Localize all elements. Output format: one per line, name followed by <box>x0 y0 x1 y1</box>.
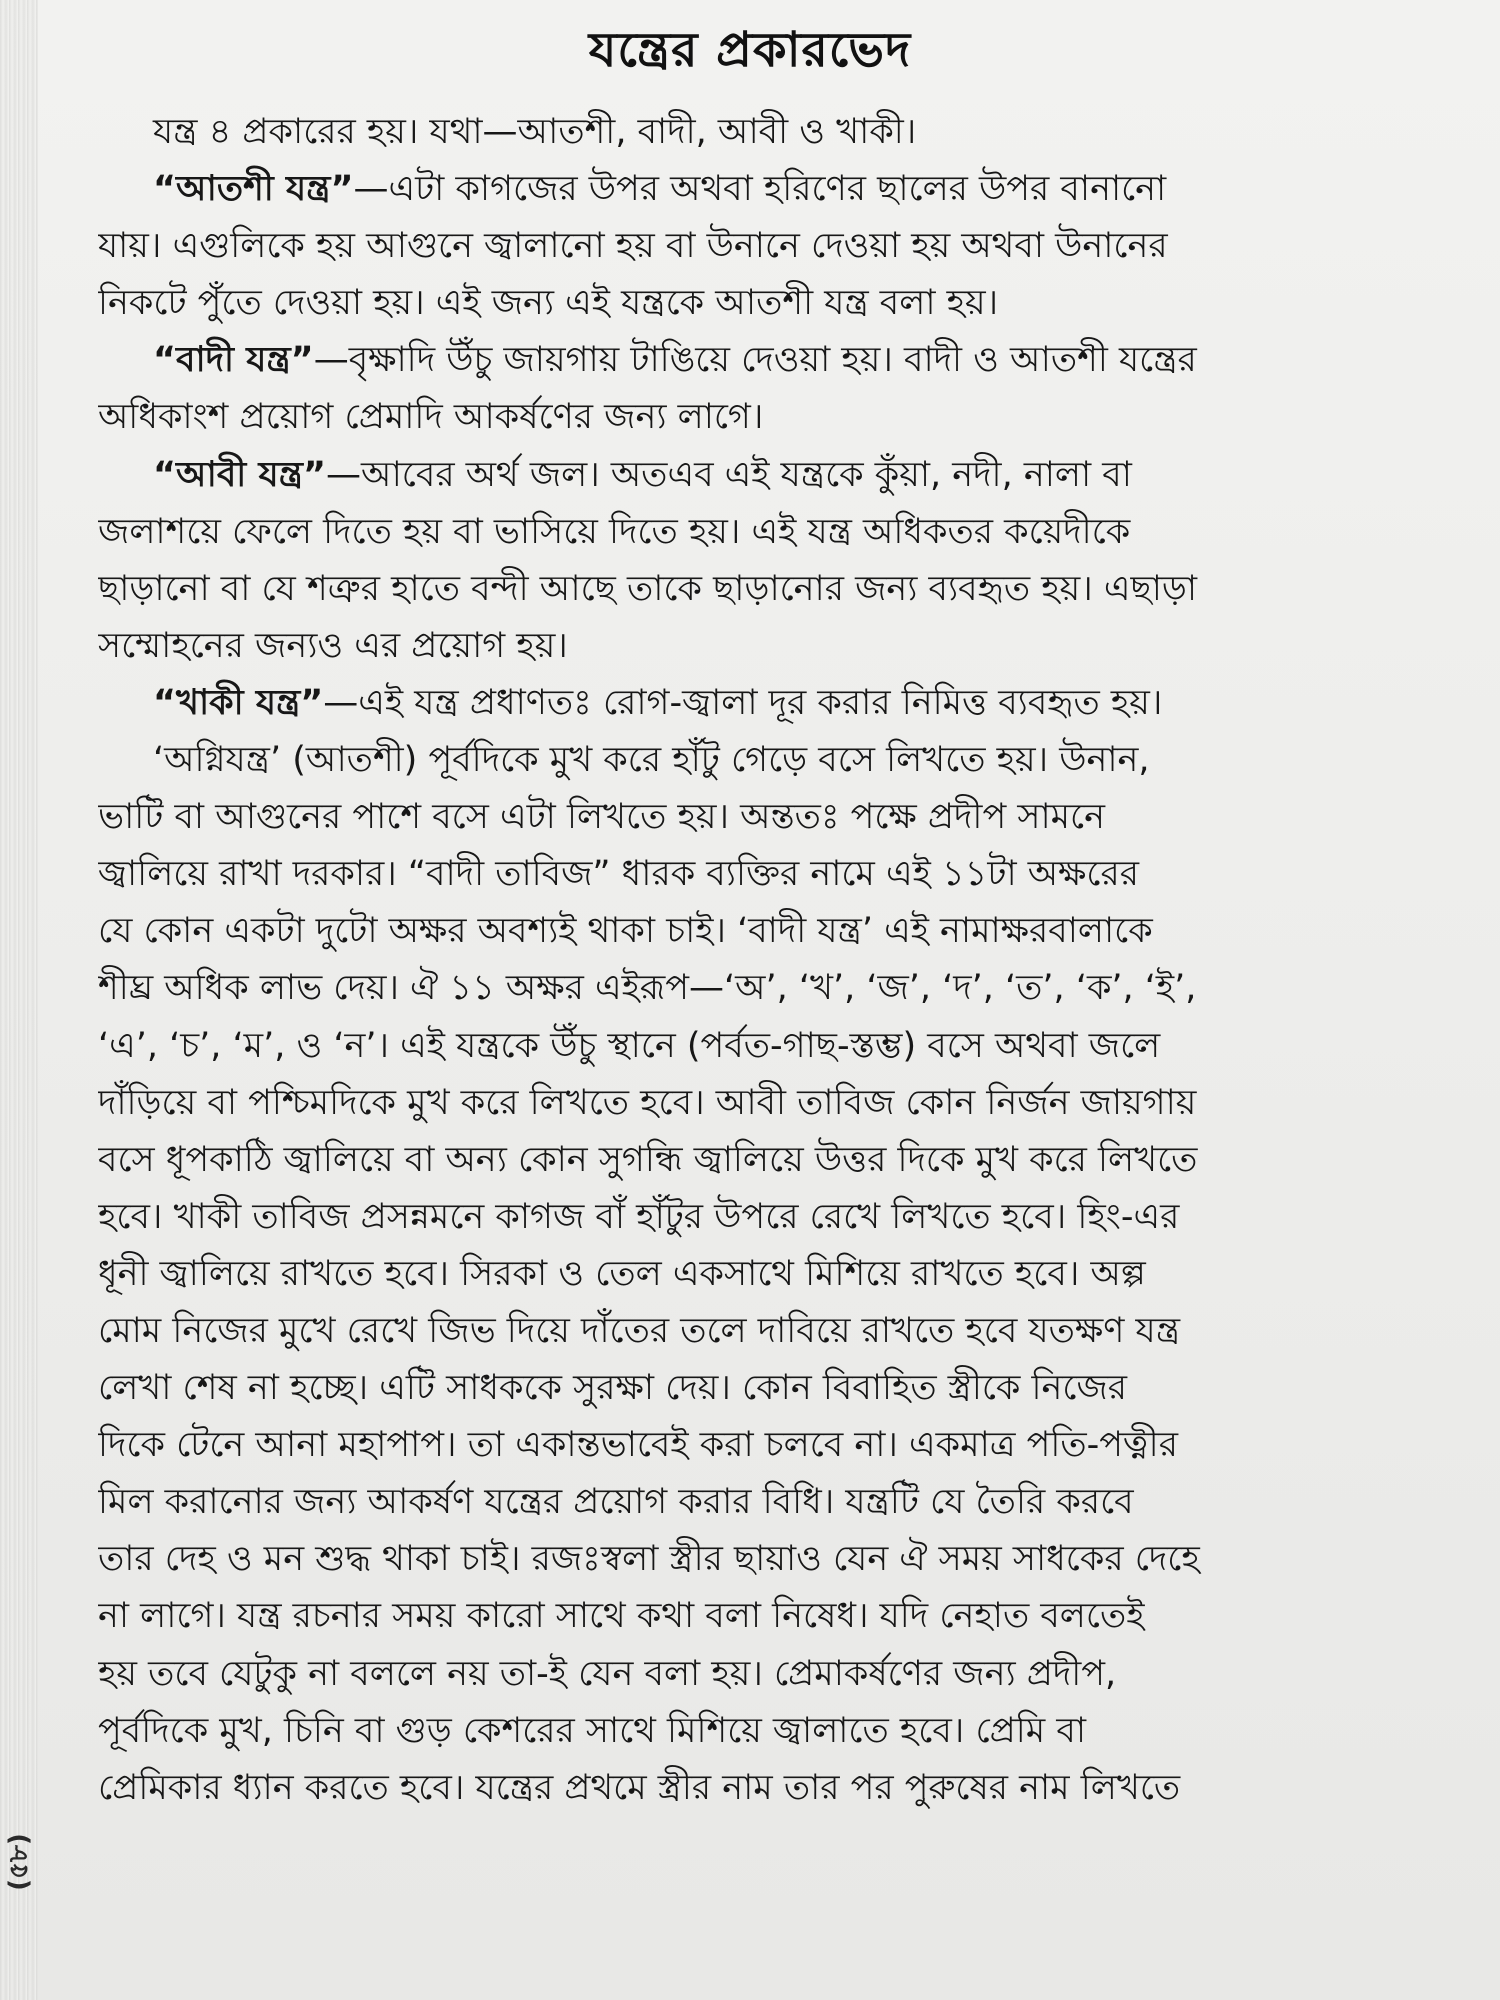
text-line: ভাটি বা আগুনের পাশে বসে এটা লিখতে হয়। অন্ততঃ পক্ষে প্রদীপ সামনে <box>98 797 1105 838</box>
text-fragment: —আবের অর্থ জল। অতএব এই যন্ত্রকে কুঁয়া, নদী, নালা বা <box>325 454 1132 495</box>
text-line: দাঁড়িয়ে বা পশ্চিমদিকে মুখ করে লিখতে হবে। আবী তাবিজ কোন নির্জন জায়গায় <box>98 1082 1197 1123</box>
text-fragment: —বৃক্ষাদি উঁচু জায়গায় টাঙিয়ে দেওয়া হয়। বাদী ও আতশী যন্ত্রের <box>313 340 1197 381</box>
term-atoshi: “আতশী যন্ত্র” <box>153 169 354 210</box>
text-line: ‘এ’, ‘চ’, ‘ম’, ও ‘ন’। এই যন্ত্রকে উঁচু স্থানে (পর্বত-গাছ-স্তম্ভ) বসে অথবা জলে <box>98 1025 1161 1066</box>
text-fragment: —এটা কাগজের উপর অথবা হরিণের ছালের উপর বানানো <box>353 169 1167 210</box>
text-line: যায়। এগুলিকে হয় আগুনে জ্বালানো হয় বা উনানে দেওয়া হয় অথবা উনানের <box>98 226 1168 267</box>
text-line: নিকটে পুঁতে দেওয়া হয়। এই জন্য এই যন্ত্রকে আতশী যন্ত্র বলা হয়। <box>98 283 999 324</box>
text-line <box>98 161 1468 218</box>
text-line <box>98 675 1468 732</box>
text-line: তার দেহ ও মন শুদ্ধ থাকা চাই। রজঃস্বলা স্ত্রীর ছায়াও যেন ঐ সময় সাধকের দেহে <box>98 1539 1200 1580</box>
text-line: না লাগে। যন্ত্র রচনার সময় কারো সাথে কথা বলা নিষেধ। যদি নেহাত বলতেই <box>98 1596 1145 1637</box>
body-text <box>98 104 1468 1817</box>
text-line: প্রেমিকার ধ্যান করতে হবে। যন্ত্রের প্রথমে স্ত্রীর নাম তার পর পুরুষের নাম লিখতে <box>98 1767 1181 1808</box>
text-line: অধিকাংশ প্রয়োগ প্রেমাদি আকর্ষণের জন্য লাগে। <box>98 397 764 438</box>
text-line: মোম নিজের মুখে রেখে জিভ দিয়ে দাঁতের তলে দাবিয়ে রাখতে হবে যতক্ষণ যন্ত্র <box>98 1310 1181 1351</box>
text-line: যে কোন একটা দুটো অক্ষর অবশ্যই থাকা চাই। ‘বাদী যন্ত্র’ এই নামাক্ষরবালাকে <box>98 911 1153 952</box>
text-line: জ্বালিয়ে রাখা দরকার। “বাদী তাবিজ” ধারক ব্যক্তির নামে এই ১১টা অক্ষরের <box>98 854 1139 895</box>
text-line: ছাড়ানো বা যে শত্রুর হাতে বন্দী আছে তাকে ছাড়ানোর জন্য ব্যবহৃত হয়। এছাড়া <box>98 568 1197 609</box>
page-number: (৫৮) <box>4 1833 34 1891</box>
text-line <box>98 447 1468 504</box>
text-line: ‘অগ্নিযন্ত্র’ (আতশী) পূর্বদিকে মুখ করে হাঁটু গেড়ে বসে লিখতে হয়। উনান, <box>153 740 1150 781</box>
text-line: ধূনী জ্বালিয়ে রাখতে হবে। সিরকা ও তেল একসাথে মিশিয়ে রাখতে হবে। অল্প <box>98 1253 1146 1294</box>
text-line: হবে। খাকী তাবিজ প্রসন্নমনে কাগজ বাঁ হাঁটুর উপরে রেখে লিখতে হবে। হিং-এর <box>98 1196 1180 1237</box>
text-line: পূর্বদিকে মুখ, চিনি বা গুড় কেশরের সাথে মিশিয়ে জ্বালাতে হবে। প্রেমি বা <box>98 1710 1086 1751</box>
term-badi: “বাদী যন্ত্র” <box>153 340 314 381</box>
text-line: যন্ত্র ৪ প্রকারের হয়। যথা—আতশী, বাদী, আবী ও খাকী। <box>153 112 917 152</box>
page-binding-edge <box>0 0 38 2000</box>
page-title: যন্ত্রের প্রকারভেদ <box>588 22 912 78</box>
text-line: বসে ধূপকাঠি জ্বালিয়ে বা অন্য কোন সুগন্ধি জ্বালিয়ে উত্তর দিকে মুখ করে লিখতে <box>98 1139 1198 1180</box>
text-line: মিল করানোর জন্য আকর্ষণ যন্ত্রের প্রয়োগ করার বিধি। যন্ত্রটি যে তৈরি করবে <box>98 1482 1134 1523</box>
text-line: শীঘ্র অধিক লাভ দেয়। ঐ ১১ অক্ষর এইরূপ—‘অ’, ‘খ’, ‘জ’, ‘দ’, ‘ত’, ‘ক’, ‘ই’, <box>98 968 1197 1009</box>
term-khaki: “খাকী যন্ত্র” <box>153 682 324 723</box>
text-line: হয় তবে যেটুকু না বললে নয় তা-ই যেন বলা হয়। প্রেমাকর্ষণের জন্য প্রদীপ, <box>98 1653 1117 1694</box>
text-line <box>98 332 1468 389</box>
text-line: জলাশয়ে ফেলে দিতে হয় বা ভাসিয়ে দিতে হয়। এই যন্ত্র অধিকতর কয়েদীকে <box>98 511 1131 552</box>
text-line: দিকে টেনে আনা মহাপাপ। তা একান্তভাবেই করা চলবে না। একমাত্র পতি-পত্নীর <box>98 1425 1178 1466</box>
text-line: লেখা শেষ না হচ্ছে। এটি সাধককে সুরক্ষা দেয়। কোন বিবাহিত স্ত্রীকে নিজের <box>98 1368 1128 1409</box>
text-line: সম্মোহনের জন্যও এর প্রয়োগ হয়। <box>98 625 568 666</box>
term-abi: “আবী যন্ত্র” <box>153 454 326 495</box>
text-fragment: —এই যন্ত্র প্রধাণতঃ রোগ-জ্বালা দূর করার নিমিত্ত ব্যবহৃত হয়। <box>323 682 1163 723</box>
